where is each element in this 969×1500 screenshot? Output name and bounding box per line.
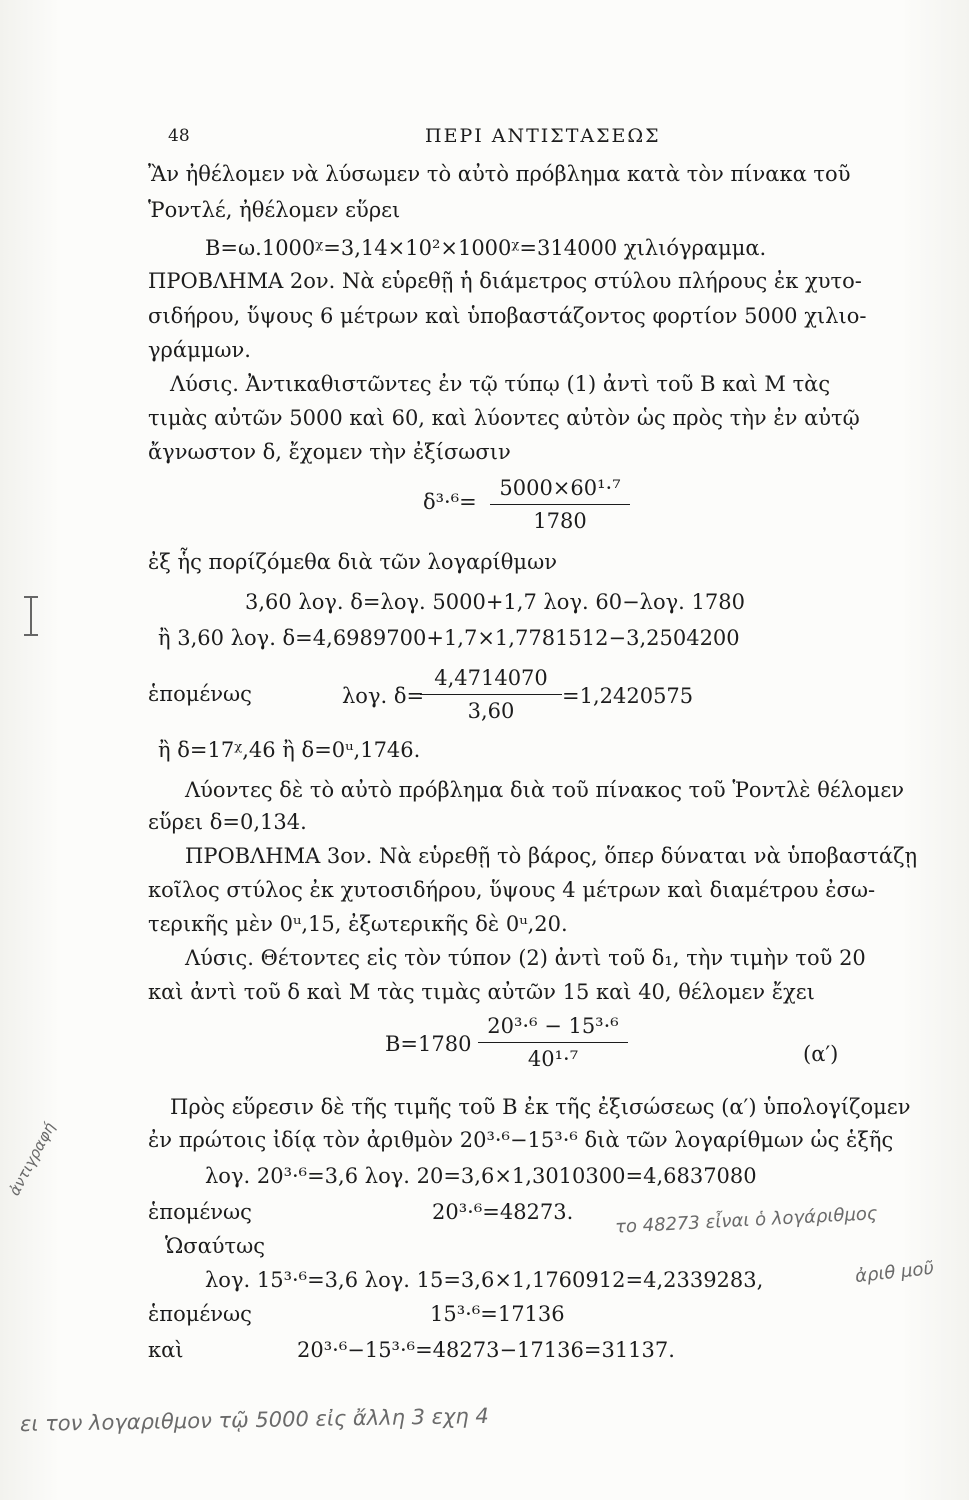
- equation-line: 20³·⁶−15³·⁶=48273−17136=31137.: [297, 1338, 675, 1362]
- text-line: ἐν πρώτοις ἰδίᾳ τὸν ἀριθμὸν 20³·⁶−15³·⁶ διὰ τῶν λογαρίθμων ὡς ἑξῆς: [148, 1128, 894, 1152]
- text-line: ἑπομένως: [148, 682, 252, 706]
- text-line: γράμμων.: [148, 338, 251, 362]
- fraction-denominator: 3,60: [467, 699, 515, 723]
- equation-lhs: B=1780: [385, 1032, 472, 1056]
- equation-line: 20³·⁶=48273.: [432, 1200, 574, 1224]
- equation-line: ἢ δ=17ᵡ,46 ἢ δ=0ᵘ,1746.: [158, 738, 421, 762]
- text-line: Ῥοντλέ, ἠθέλομεν εὕρει: [148, 198, 401, 222]
- fraction-bar: [490, 504, 630, 505]
- text-line: ἐξ ἧς πορίζόμεθα διὰ τῶν λογαρίθμων: [148, 550, 557, 574]
- pencil-mark: [30, 596, 32, 636]
- equation-lhs: λογ. δ=: [342, 684, 425, 708]
- fraction-denominator: 1780: [533, 509, 587, 533]
- equation-line: 3,60 λογ. δ=λογ. 5000+1,7 λογ. 60−λογ. 1780: [245, 590, 745, 614]
- handwritten-note: ει τον λογαριθμον τῷ 5000 εἰς ἄλλη 3 εχη 4: [19, 1403, 489, 1437]
- text-line: Ὡσαύτως: [165, 1234, 266, 1258]
- text-line: ἑπομένως: [148, 1302, 252, 1326]
- fraction: [478, 1012, 628, 1073]
- fraction-numerator: 5000×60¹·⁷: [499, 476, 621, 500]
- fraction: [420, 664, 562, 725]
- text-line: τιμὰς αὐτῶν 5000 καὶ 60, καὶ λύοντες αὐτὸν ὡς πρὸς τὴν ἐν αὐτῷ: [148, 406, 860, 430]
- equation-line: λογ. 15³·⁶=3,6 λογ. 15=3,6×1,1760912=4,2339283,: [205, 1268, 764, 1292]
- fraction-denominator: 40¹·⁷: [527, 1047, 579, 1071]
- equation-tag: (α′): [803, 1042, 839, 1066]
- text-line: ἄγνωστον δ, ἔχομεν τὴν ἐξίσωσιν: [148, 440, 511, 464]
- handwritten-note: ἀντιγραφή: [5, 1119, 59, 1199]
- equation-line: λογ. 20³·⁶=3,6 λογ. 20=3,6×1,3010300=4,6837080: [205, 1164, 757, 1188]
- text-line: καὶ: [148, 1338, 184, 1362]
- fraction-bar: [478, 1042, 628, 1043]
- text-line: Ἂν ἠθέλομεν νὰ λύσωμεν τὸ αὐτὸ πρόβλημα κατὰ τὸν πίνακα τοῦ: [148, 162, 851, 186]
- text-line: ἑπομένως: [148, 1200, 252, 1224]
- text-line: τερικῆς μὲν 0ᵘ,15, ἐξωτερικῆς δὲ 0ᵘ,20.: [148, 912, 568, 936]
- fraction-numerator: 20³·⁶ − 15³·⁶: [487, 1014, 619, 1038]
- handwritten-note: το 48273 εἶναι ὁ λογάριθμος: [614, 1203, 878, 1238]
- equation-line: ἢ 3,60 λογ. δ=4,6989700+1,7×1,7781512−3,2504200: [158, 626, 740, 650]
- text-line: Πρὸς εὕρεσιν δὲ τῆς τιμῆς τοῦ B ἐκ τῆς ἐξισώσεως (α′) ὑπολογίζομεν: [170, 1095, 911, 1119]
- text-line: Λύσις. Ἀντικαθιστῶντες ἐν τῷ τύπῳ (1) ἀντὶ τοῦ B καὶ M τὰς: [170, 372, 831, 396]
- equation-line: B=ω.1000ᵡ=3,14×10²×1000ᵡ=314000 χιλιόγραμμα.: [205, 236, 767, 260]
- problem-heading: ΠΡΟΒΛΗΜΑ 3ον. Νὰ εὑρεθῇ τὸ βάρος, ὅπερ δύναται νὰ ὑποβαστάζῃ: [185, 844, 918, 868]
- text-line: Λύσις. Θέτοντες εἰς τὸν τύπον (2) ἀντὶ τοῦ δ₁, τὴν τιμὴν τοῦ 20: [185, 946, 866, 970]
- fraction-bar: [420, 694, 562, 695]
- fraction-numerator: 4,4714070: [434, 666, 548, 690]
- text-line: σιδήρου, ὕψους 6 μέτρων καὶ ὑποβαστάζοντος φορτίον 5000 χιλιο-: [148, 304, 867, 328]
- equation-line: 15³·⁶=17136: [430, 1302, 565, 1326]
- text-line: εὕρει δ=0,134.: [148, 810, 307, 834]
- fraction: [490, 474, 630, 535]
- equation-lhs: δ³·⁶=: [423, 490, 477, 514]
- running-title: ΠΕΡΙ ΑΝΤΙΣΤΑΣΕΩΣ: [425, 125, 661, 147]
- text-line: κοῖλος στύλος ἐκ χυτοσιδήρου, ὕψους 4 μέτρων καὶ διαμέτρου ἐσω-: [148, 878, 876, 902]
- handwritten-note: ἀριθ μοῦ: [854, 1257, 935, 1288]
- text-line: Λύοντες δὲ τὸ αὐτὸ πρόβλημα διὰ τοῦ πίνακος τοῦ Ῥοντλὲ θέλομεν: [185, 778, 904, 802]
- text-line: καὶ ἀντὶ τοῦ δ καὶ M τὰς τιμὰς αὐτῶν 15 καὶ 40, θέλομεν ἔχει: [148, 980, 815, 1004]
- page-number: 48: [168, 126, 190, 146]
- problem-heading: ΠΡΟΒΛΗΜΑ 2ον. Νὰ εὑρεθῇ ἡ διάμετρος στύλου πλήρους ἐκ χυτο-: [148, 269, 862, 293]
- equation-rhs: =1,2420575: [562, 684, 694, 708]
